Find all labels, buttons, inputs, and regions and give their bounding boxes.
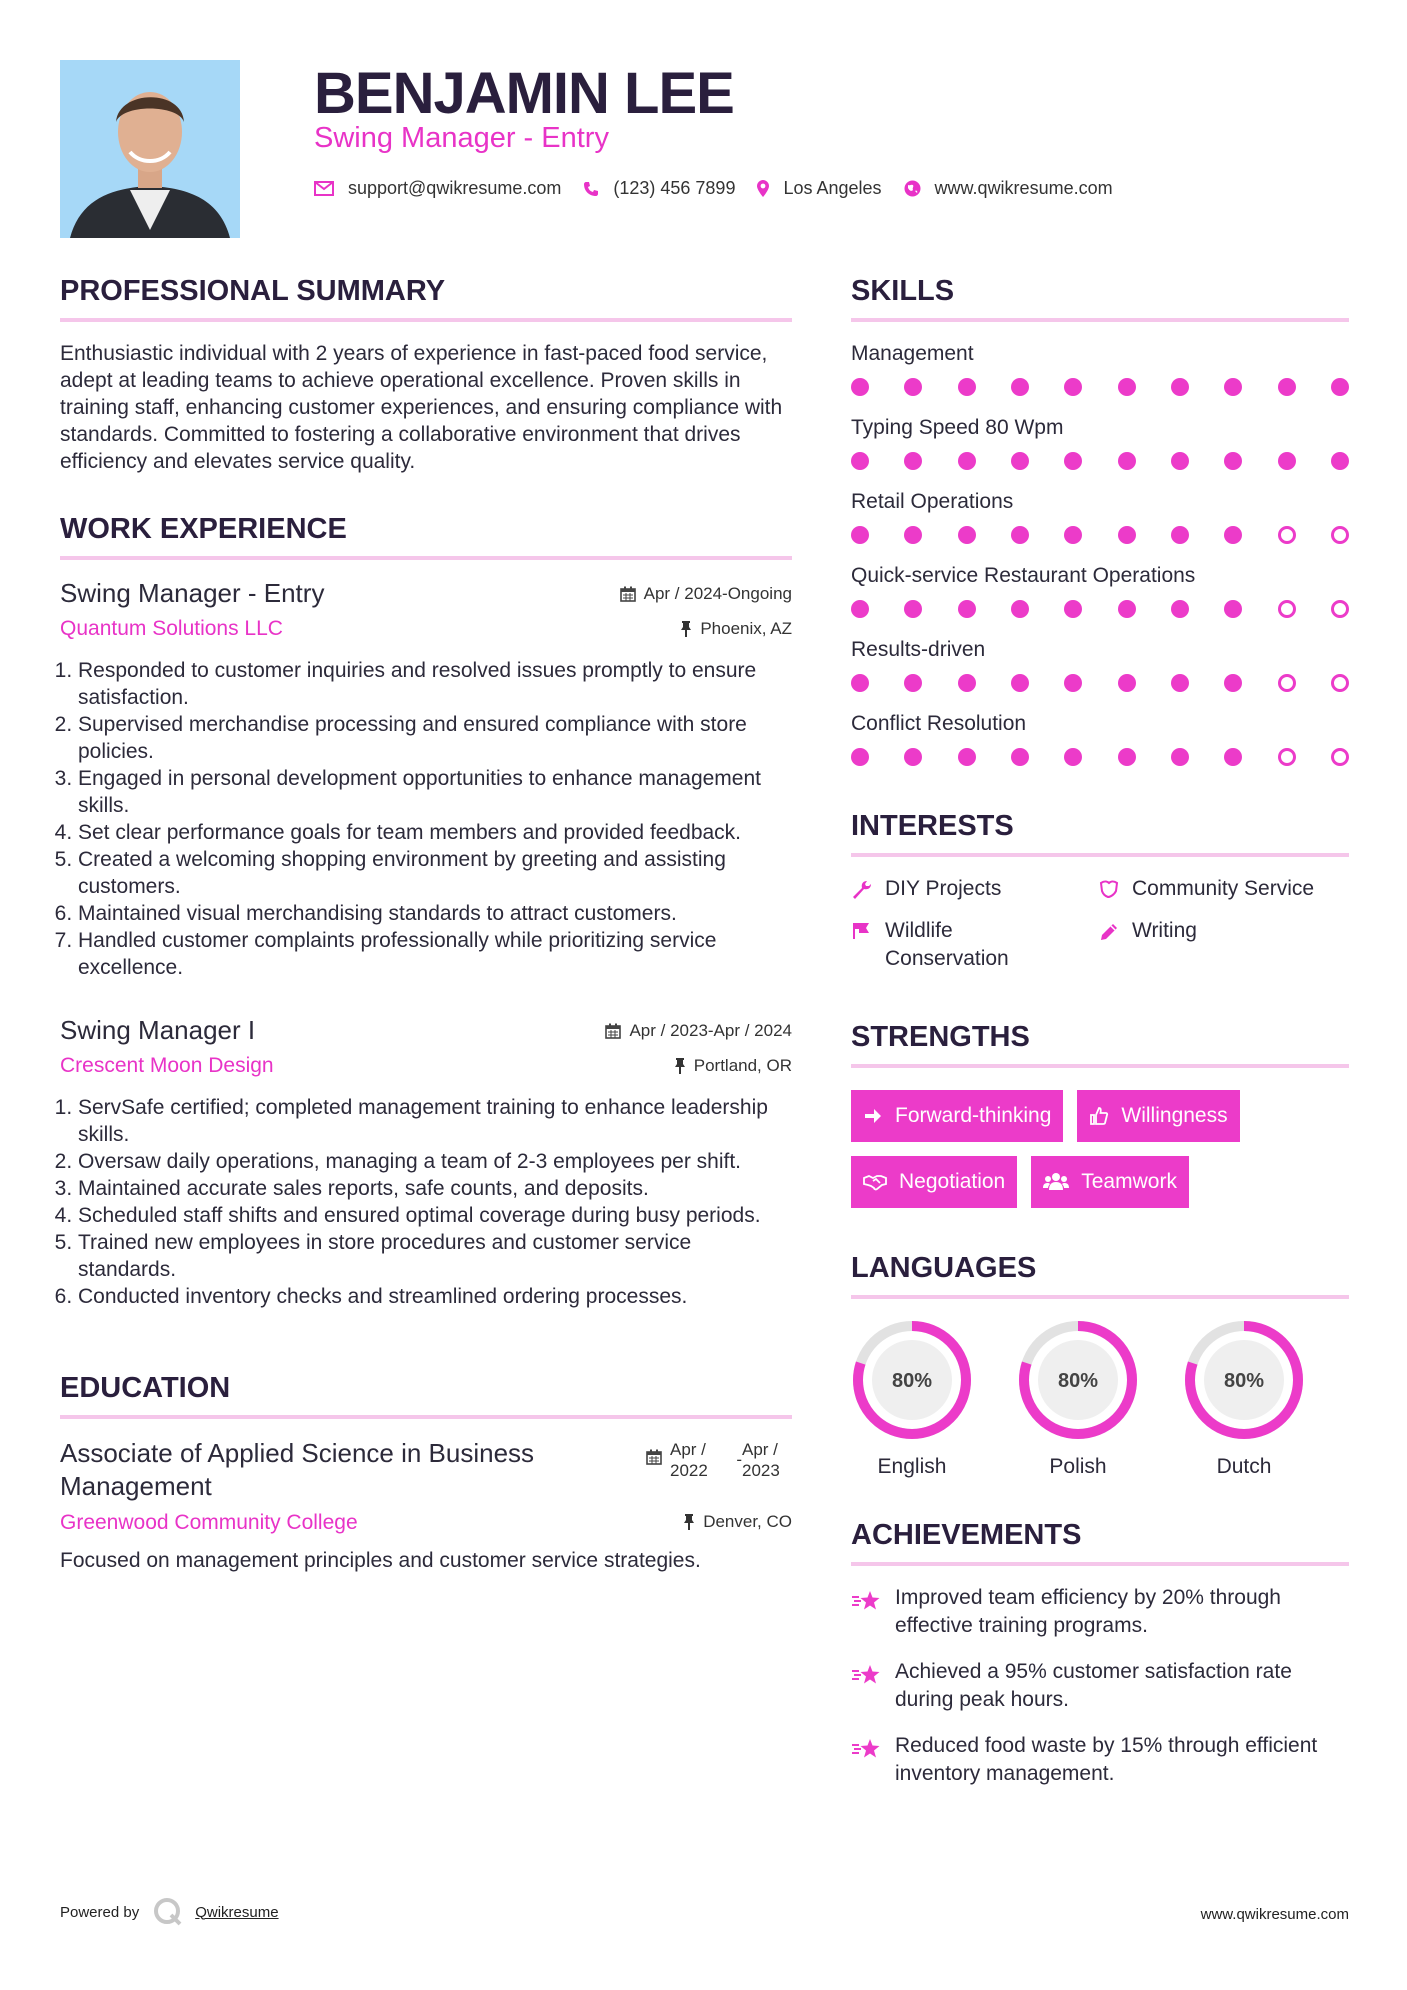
education-description: Focused on management principles and customer service strategies. <box>60 1549 701 1572</box>
skill-dot-filled <box>851 452 869 470</box>
job-bullet: 2. Supervised merchandise processing and ensured compliance with store policies. <box>78 711 792 765</box>
job-bullet: 2. Oversaw daily operations, managing a team of 2-3 employees per shift. <box>78 1148 792 1175</box>
job-entry <box>60 1015 792 1310</box>
skill-dot-filled <box>1171 526 1189 544</box>
skill-dot-filled <box>958 452 976 470</box>
achievement-text: Improved team efficiency by 20% through effective training programs. <box>895 1586 1281 1637</box>
interest-item <box>1098 875 1349 903</box>
shooting-star-icon <box>851 1662 883 1688</box>
job-bullet: 6. Maintained visual merchandising standards to attract customers. <box>78 900 792 927</box>
school-name: Greenwood Community College <box>60 1511 358 1534</box>
job-entry <box>60 578 792 981</box>
globe-icon <box>904 180 921 197</box>
skill-dot-filled <box>1171 452 1189 470</box>
skill-dot-empty <box>1278 674 1296 692</box>
skill-dot-empty <box>1331 748 1349 766</box>
skill-dot-filled <box>1118 378 1136 396</box>
map-pin-icon <box>757 180 769 197</box>
language-name: Polish <box>1049 1455 1107 1478</box>
contact-phone[interactable] <box>583 178 735 199</box>
skills-heading: SKILLS <box>851 275 1349 322</box>
skill-dot-filled <box>1118 526 1136 544</box>
skill-name: Quick-service Restaurant Operations <box>851 564 1196 587</box>
job-bullet: 5. Trained new employees in store procedures and customer service standards. <box>78 1229 792 1283</box>
job-title: Swing Manager - Entry <box>60 578 325 608</box>
job-bullets <box>60 1094 792 1310</box>
skill-dot-filled <box>1011 526 1029 544</box>
job-bullet: 6. Conducted inventory checks and streamlined ordering processes. <box>78 1283 792 1310</box>
skill-dot-filled <box>1171 748 1189 766</box>
skill-dot-filled <box>958 748 976 766</box>
skill-name: Results-driven <box>851 638 986 661</box>
strength-chip <box>1077 1090 1239 1142</box>
languages-heading: LANGUAGES <box>851 1252 1349 1299</box>
interest-label: Wildlife Conservation <box>885 919 1009 970</box>
job-date <box>620 584 792 604</box>
skill-dot-filled <box>904 378 922 396</box>
language-name: Dutch <box>1216 1455 1272 1478</box>
job-bullets <box>60 657 792 981</box>
skill-dot-filled <box>958 674 976 692</box>
strength-label: Willingness <box>1121 1104 1228 1127</box>
skill-dot-filled <box>1064 452 1082 470</box>
handshake-icon <box>863 1173 887 1191</box>
skill-item <box>851 638 1349 692</box>
skill-rating <box>851 600 1349 618</box>
skill-dot-filled <box>958 526 976 544</box>
candidate-title: Swing Manager - Entry <box>314 122 609 154</box>
job-date-text: Apr / 2024-Ongoing <box>643 584 792 603</box>
candidate-name: BENJAMIN LEE <box>314 61 734 126</box>
skill-dot-filled <box>1331 452 1349 470</box>
profile-photo <box>60 60 240 238</box>
skill-dot-filled <box>1278 378 1296 396</box>
job-bullet: 4. Set clear performance goals for team members and provided feedback. <box>78 819 792 846</box>
strength-label: Forward-thinking <box>895 1104 1052 1127</box>
skill-dot-filled <box>1011 378 1029 396</box>
interest-item <box>851 875 1098 903</box>
skill-name: Conflict Resolution <box>851 712 1027 735</box>
job-date-text: Apr / 2023-Apr / 2024 <box>629 1021 792 1040</box>
wrench-icon <box>851 879 873 899</box>
skill-name: Typing Speed 80 Wpm <box>851 416 1064 439</box>
job-location <box>674 1056 792 1076</box>
skill-rating <box>851 526 1349 544</box>
pushpin-icon <box>683 1514 695 1530</box>
skill-rating <box>851 674 1349 692</box>
strength-chip <box>851 1090 1063 1142</box>
brand-link[interactable]: Qwikresume <box>195 1903 279 1921</box>
flag-icon <box>851 921 873 941</box>
skill-dot-filled <box>851 600 869 618</box>
interest-item <box>1098 917 1349 973</box>
right-column <box>851 275 1349 1788</box>
skill-item <box>851 490 1349 544</box>
skill-dot-filled <box>1224 600 1242 618</box>
shooting-star-icon <box>851 1588 883 1614</box>
education-location-text: Denver, CO <box>703 1512 792 1531</box>
skill-dot-filled <box>1171 600 1189 618</box>
interest-label: Writing <box>1132 919 1197 942</box>
job-bullet: 1. Responded to customer inquiries and resolved issues promptly to ensure satisfaction. <box>78 657 792 711</box>
job-bullet: 3. Maintained accurate sales reports, safe counts, and deposits. <box>78 1175 792 1202</box>
skill-dot-filled <box>851 748 869 766</box>
skill-rating <box>851 378 1349 396</box>
skill-dot-filled <box>1224 748 1242 766</box>
education-date-start: Apr / 2022 <box>670 1440 708 1480</box>
pencil-icon <box>1098 921 1120 941</box>
skill-dot-filled <box>1011 674 1029 692</box>
language-percent: 80% <box>1057 1370 1099 1392</box>
job-location <box>680 619 792 639</box>
skill-dot-filled <box>1118 452 1136 470</box>
skill-name: Management <box>851 342 974 365</box>
skill-dot-filled <box>851 674 869 692</box>
skill-dot-filled <box>1011 600 1029 618</box>
interests-heading: INTERESTS <box>851 810 1349 857</box>
phone-icon <box>583 181 599 197</box>
skill-dot-filled <box>1118 674 1136 692</box>
achievements-heading: ACHIEVEMENTS <box>851 1519 1349 1566</box>
summary-text: Enthusiastic individual with 2 years of experience in fast-paced food service, adept at leading teams to achieve operational excellence. Proven skills in training staff, enhancing customer experiences, and ensuring compliance with standards. Committed to fostering a collaborative environment that drives efficiency and elevates service quality. <box>60 342 783 473</box>
language-ring <box>851 1319 973 1441</box>
skill-dot-filled <box>904 452 922 470</box>
footer-website[interactable]: www.qwikresume.com <box>1200 1906 1349 1923</box>
company-name: Crescent Moon Design <box>60 1054 274 1077</box>
skill-dot-filled <box>1278 452 1296 470</box>
language-item <box>851 1319 973 1479</box>
skill-item <box>851 564 1349 618</box>
skill-dot-empty <box>1331 674 1349 692</box>
interest-label: DIY Projects <box>885 877 1002 900</box>
phone-text: (123) 456 7899 <box>613 178 736 198</box>
skill-dot-filled <box>1171 674 1189 692</box>
skill-rating <box>851 452 1349 470</box>
language-percent: 80% <box>891 1370 933 1392</box>
language-ring <box>1183 1319 1305 1441</box>
company-name: Quantum Solutions LLC <box>60 617 283 640</box>
skill-dot-filled <box>958 600 976 618</box>
job-bullet: 3. Engaged in personal development opportunities to enhance management skills. <box>78 765 792 819</box>
strength-label: Negotiation <box>899 1170 1006 1193</box>
skill-dot-filled <box>904 674 922 692</box>
skill-dot-empty <box>1331 600 1349 618</box>
skill-dot-filled <box>1171 378 1189 396</box>
contact-website[interactable] <box>904 178 1113 199</box>
job-bullet: 1. ServSafe certified; completed management training to enhance leadership skills. <box>78 1094 792 1148</box>
achievement-text: Achieved a 95% customer satisfaction rate during peak hours. <box>895 1660 1292 1711</box>
calendar-icon <box>646 1449 662 1465</box>
pushpin-icon <box>674 1058 686 1074</box>
strengths-list <box>851 1090 1349 1208</box>
skill-dot-filled <box>1224 674 1242 692</box>
skill-name: Retail Operations <box>851 490 1014 513</box>
skill-dot-empty <box>1278 600 1296 618</box>
languages-list <box>851 1319 1349 1479</box>
skill-rating <box>851 748 1349 766</box>
job-location-text: Portland, OR <box>693 1056 792 1075</box>
skill-dot-filled <box>904 600 922 618</box>
skill-dot-filled <box>1064 674 1082 692</box>
skill-dot-empty <box>1278 748 1296 766</box>
education-date: Apr / 2022 - Apr / 2023 <box>646 1439 792 1481</box>
skill-dot-filled <box>904 526 922 544</box>
job-date <box>605 1021 792 1041</box>
skill-dot-filled <box>1224 452 1242 470</box>
skill-dot-filled <box>1011 748 1029 766</box>
language-ring <box>1017 1319 1139 1441</box>
job-bullet: 7. Handled customer complaints professionally while prioritizing service excellence. <box>78 927 792 981</box>
skill-dot-filled <box>1011 452 1029 470</box>
achievement-item <box>851 1658 1349 1714</box>
qwikresume-logo-icon <box>153 1897 183 1927</box>
achievement-text: Reduced food waste by 15% through efficient inventory management. <box>895 1734 1318 1785</box>
envelope-icon <box>314 181 334 196</box>
skill-dot-filled <box>1118 600 1136 618</box>
job-bullet: 5. Created a welcoming shopping environment by greeting and assisting customers. <box>78 846 792 900</box>
skills-list <box>851 342 1349 766</box>
summary-heading: PROFESSIONAL SUMMARY <box>60 275 792 322</box>
skill-dot-filled <box>1064 378 1082 396</box>
skill-item <box>851 342 1349 396</box>
interest-label: Community Service <box>1132 877 1315 900</box>
skill-dot-empty <box>1278 526 1296 544</box>
skill-dot-filled <box>1064 600 1082 618</box>
location-text: Los Angeles <box>783 178 882 198</box>
interests-grid <box>851 875 1349 973</box>
job-location-text: Phoenix, AZ <box>700 619 792 638</box>
degree-title: Associate of Applied Science in Business Management <box>60 1438 535 1501</box>
achievement-item <box>851 1584 1349 1640</box>
achievement-item <box>851 1732 1349 1788</box>
interest-item <box>851 917 1098 973</box>
contact-row <box>314 178 1135 199</box>
strengths-heading: STRENGTHS <box>851 1021 1349 1068</box>
skill-dot-filled <box>904 748 922 766</box>
skill-dot-filled <box>851 378 869 396</box>
skill-item <box>851 416 1349 470</box>
education-location <box>683 1512 792 1532</box>
arrow-right-icon <box>863 1106 883 1126</box>
thumbs-up-icon <box>1089 1106 1109 1126</box>
left-column <box>60 275 792 1574</box>
footer-powered-by <box>60 1897 279 1927</box>
skill-dot-filled <box>1064 526 1082 544</box>
strength-chip <box>1031 1156 1189 1208</box>
powered-by-text: Powered by <box>60 1903 140 1921</box>
calendar-icon <box>620 586 636 602</box>
strength-chip <box>851 1156 1017 1208</box>
skill-dot-filled <box>1118 748 1136 766</box>
skill-dot-filled <box>1331 378 1349 396</box>
language-item <box>1017 1319 1139 1479</box>
skill-item <box>851 712 1349 766</box>
education-entry <box>60 1437 792 1574</box>
language-name: English <box>877 1455 947 1478</box>
skill-dot-empty <box>1331 526 1349 544</box>
shooting-star-icon <box>851 1736 883 1762</box>
job-bullet: 4. Scheduled staff shifts and ensured optimal coverage during busy periods. <box>78 1202 792 1229</box>
achievements-list <box>851 1584 1349 1788</box>
language-item <box>1183 1319 1305 1479</box>
strength-label: Teamwork <box>1081 1170 1177 1193</box>
contact-location <box>757 178 881 199</box>
users-icon <box>1043 1172 1069 1192</box>
language-percent: 80% <box>1223 1370 1265 1392</box>
website-text: www.qwikresume.com <box>934 178 1113 198</box>
calendar-icon <box>605 1023 621 1039</box>
education-date-end: Apr / 2023 <box>742 1440 780 1480</box>
skill-dot-filled <box>1064 748 1082 766</box>
email-text: support@qwikresume.com <box>348 178 562 198</box>
hands-icon <box>1098 879 1120 899</box>
job-title: Swing Manager I <box>60 1015 256 1045</box>
contact-email[interactable] <box>314 178 561 199</box>
pushpin-icon <box>680 621 692 637</box>
skill-dot-filled <box>958 378 976 396</box>
education-heading: EDUCATION <box>60 1372 792 1419</box>
experience-heading: WORK EXPERIENCE <box>60 513 792 560</box>
skill-dot-filled <box>851 526 869 544</box>
skill-dot-filled <box>1224 526 1242 544</box>
skill-dot-filled <box>1224 378 1242 396</box>
